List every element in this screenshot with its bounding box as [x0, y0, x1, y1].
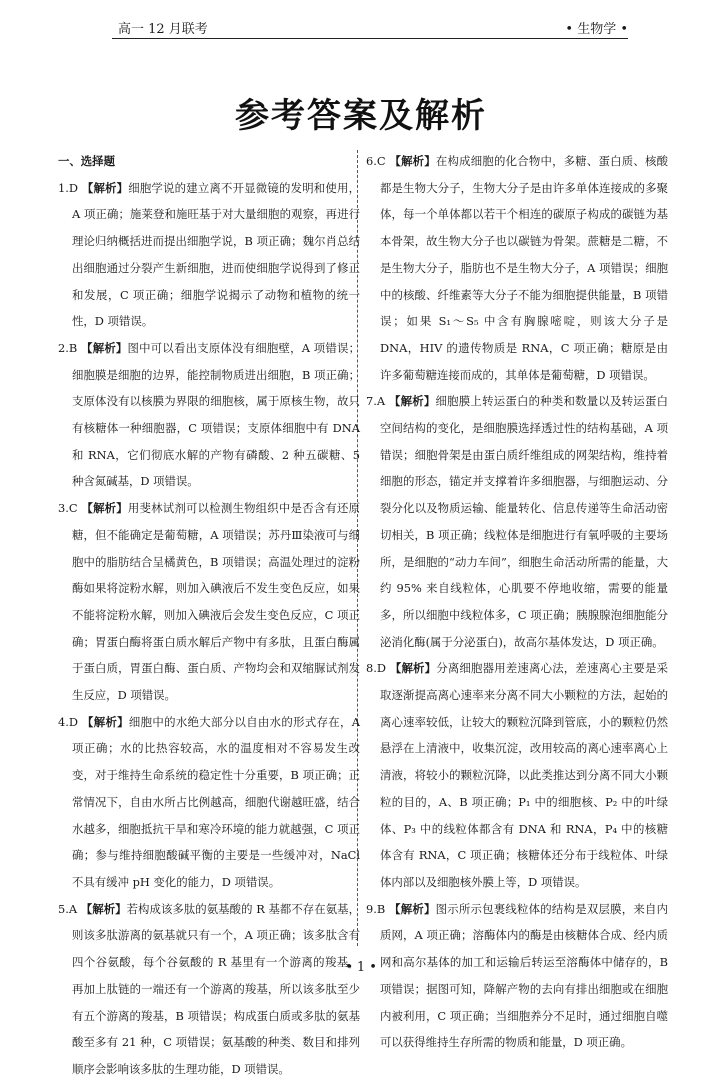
analysis-tag: 【解析】	[81, 180, 129, 195]
page-header	[112, 16, 628, 39]
answer-item-6	[366, 148, 668, 388]
answer-text: 用斐林试剂可以检测生物组织中是否含有还原糖，但不能确定是葡萄糖，A 项错误；苏丹Ⅲ染液可与细胞中的脂肪结合呈橘黄色，B 项错误；高温处理过的淀粉酶如果将淀粉水解，则加入碘液后不发生变色反应，如果不能将淀粉水解，则加入碘液后会发生变色反应，C 项正确；胃蛋白酶将蛋白质水解后产物中有多肽，且蛋白酶属于蛋白质，胃蛋白酶、蛋白质、产物均会和双缩脲试剂发生反应，D 项错误。	[72, 501, 360, 703]
answer-number: 4.D	[58, 714, 79, 729]
analysis-tag: 【解析】	[389, 661, 437, 676]
page-title: 参考答案及解析	[235, 96, 487, 136]
answer-number: 6.C	[366, 154, 386, 168]
answer-text: 图中可以看出支原体没有细胞壁，A 项错误；细胞膜是细胞的边界，能控制物质进出细胞，B 项正确；支原体没有以核膜为界限的细胞核，属于原核生物，故只有核糖体一种细胞器，C 项错误；支原体细胞中有 DNA 和 RNA，它们彻底水解的产物有磷酸、2 种五碳糖、5 种含氮碱基，D 项错误。	[72, 340, 360, 489]
analysis-tag: 【解析】	[389, 154, 436, 168]
right-column	[366, 148, 668, 1056]
answer-number: 1.D	[58, 180, 79, 195]
answer-number: 9.B	[366, 901, 386, 916]
answer-item-1	[58, 175, 360, 335]
answer-number: 8.D	[366, 661, 387, 676]
answer-item-9	[366, 896, 668, 1056]
analysis-tag: 【解析】	[81, 501, 128, 516]
analysis-tag: 【解析】	[81, 340, 128, 355]
exam-name: 高一 12 月联考	[118, 22, 208, 37]
answer-number: 3.C	[58, 501, 78, 516]
answer-text: 细胞学说的建立离不开显微镜的发明和使用，A 项正确；施莱登和施旺基于对大量细胞的观察，再进行理论归纳概括进而提出细胞学说，B 项正确；魏尔肖总结出细胞通过分裂产生新细胞，进而使细胞学说得到了修正和发展，C 项正确；细胞学说揭示了动物和植物的统一性，D 项错误。	[72, 180, 360, 329]
answer-number: 7.A	[366, 394, 386, 409]
answer-item-5	[58, 896, 360, 1083]
answer-text: 细胞中的水绝大部分以自由水的形式存在，A 项正确；水的比热容较高，水的温度相对不容易发生改变，对于维持生命系统的稳定性十分重要，B 项正确；正常情况下，自由水所占比例越高，细胞代谢越旺盛，结合水越多，细胞抵抗干旱和寒冷环境的能力就越强，C 项正确；参与维持细胞酸碱平衡的主要是一些缓冲对，NaCl 不具有缓冲 pH 变化的能力，D 项错误。	[72, 714, 360, 889]
answer-text: 细胞膜上转运蛋白的种类和数量以及转运蛋白空间结构的变化，是细胞膜选择透过性的结构基础，A 项错误；细胞骨架是由蛋白质纤维组成的网架结构，维持着细胞的形态，锚定并支撑着许多细胞器，与细胞运动、分裂分化以及物质运输、能量转化、信息传递等生命活动密切相关，B 项正确；线粒体是细胞进行有氧呼吸的主要场所，是细胞的“动力车间”，细胞生命活动所需的能量，大约 95% 来自线粒体，心肌要不停地收缩，需要的能量多，所以细胞中线粒体多，C 项正确；胰腺腺泡细胞能分泌消化酶(属于分泌蛋白)，故高尔基体发达，D 项正确。	[380, 394, 668, 649]
subject-name: • 生物学 •	[565, 22, 628, 37]
answer-text: 分离细胞器用差速离心法，差速离心主要是采取逐渐提高离心速率来分离不同大小颗粒的方法，起始的离心速率较低，让较大的颗粒沉降到管底，小的颗粒仍然悬浮在上清液中，收集沉淀，改用较高的离心速率离心上清液，将较小的颗粒沉降，以此类推达到分离不同大小颗粒的目的，A、B 项正确；P₁ 中的细胞核、P₂ 中的叶绿体、P₃ 中的线粒体都含有 DNA 和 RNA，P₄ 中的核糖体含有 RNA，C 项正确；核糖体还分布于线粒体、叶绿体内部以及细胞核外膜上等，D 项错误。	[380, 661, 668, 889]
answer-item-4	[58, 709, 360, 896]
analysis-tag: 【解析】	[389, 901, 436, 916]
left-column	[58, 148, 360, 1083]
answer-text: 在构成细胞的化合物中，多糖、蛋白质、核酸都是生物大分子，生物大分子是由许多单体连接成的多聚体，每一个单体都以若干个相连的碳原子构成的碳链为基本骨架，故生物大分子也以碳链为骨架。蔗糖是二糖，不是生物大分子，脂肪也不是生物大分子，A 项错误；细胞中的核酸、纤维素等大分子不能为细胞提供能量，B 项错误；如果 S₁～S₅ 中含有胸腺嘧啶，则该大分子是 DNA，HIV 的遗传物质是 RNA，C 项正确；糖原是由许多葡萄糖连接而成的，其单体是葡萄糖，D 项错误。	[380, 154, 668, 382]
answer-number: 5.A	[58, 901, 78, 916]
answer-text: 图示所示包裹线粒体的结构是双层膜，来自内质网，A 项正确；溶酶体内的酶是由核糖体合成、经内质网和高尔基体的加工和运输后转运至溶酶体中储存的，B 项错误；据图可知，降解产物的去向有排出细胞或在细胞内被利用，C 项正确；当细胞养分不足时，通过细胞自噬可以获得维持生存所需的物质和能量，D 项正确。	[380, 901, 668, 1050]
analysis-tag: 【解析】	[81, 714, 129, 729]
analysis-tag: 【解析】	[80, 901, 127, 916]
analysis-tag: 【解析】	[388, 394, 436, 409]
answer-number: 2.B	[58, 340, 78, 355]
answer-item-7	[366, 388, 668, 655]
answer-item-8	[366, 655, 668, 895]
answer-item-2	[58, 335, 360, 495]
answer-text: 若构成该多肽的氨基酸的 R 基都不存在氨基，则该多肽游离的氨基就只有一个，A 项正确；该多肽含有四个谷氨酸，每个谷氨酸的 R 基里有一个游离的羧基，再加上肽链的一端还有一个游离的羧基，所以该多肽至少有五个游离的羧基，B 项错误；构成蛋白质或多肽的氨基酸至多有 21 种，C 项错误；氨基酸的种类、数目和排列顺序会影响该多肽的生理功能，D 项错误。	[72, 901, 360, 1076]
answer-item-3	[58, 495, 360, 709]
section-heading: 一、选择题	[58, 154, 115, 168]
page-number: • 1 •	[345, 960, 377, 975]
